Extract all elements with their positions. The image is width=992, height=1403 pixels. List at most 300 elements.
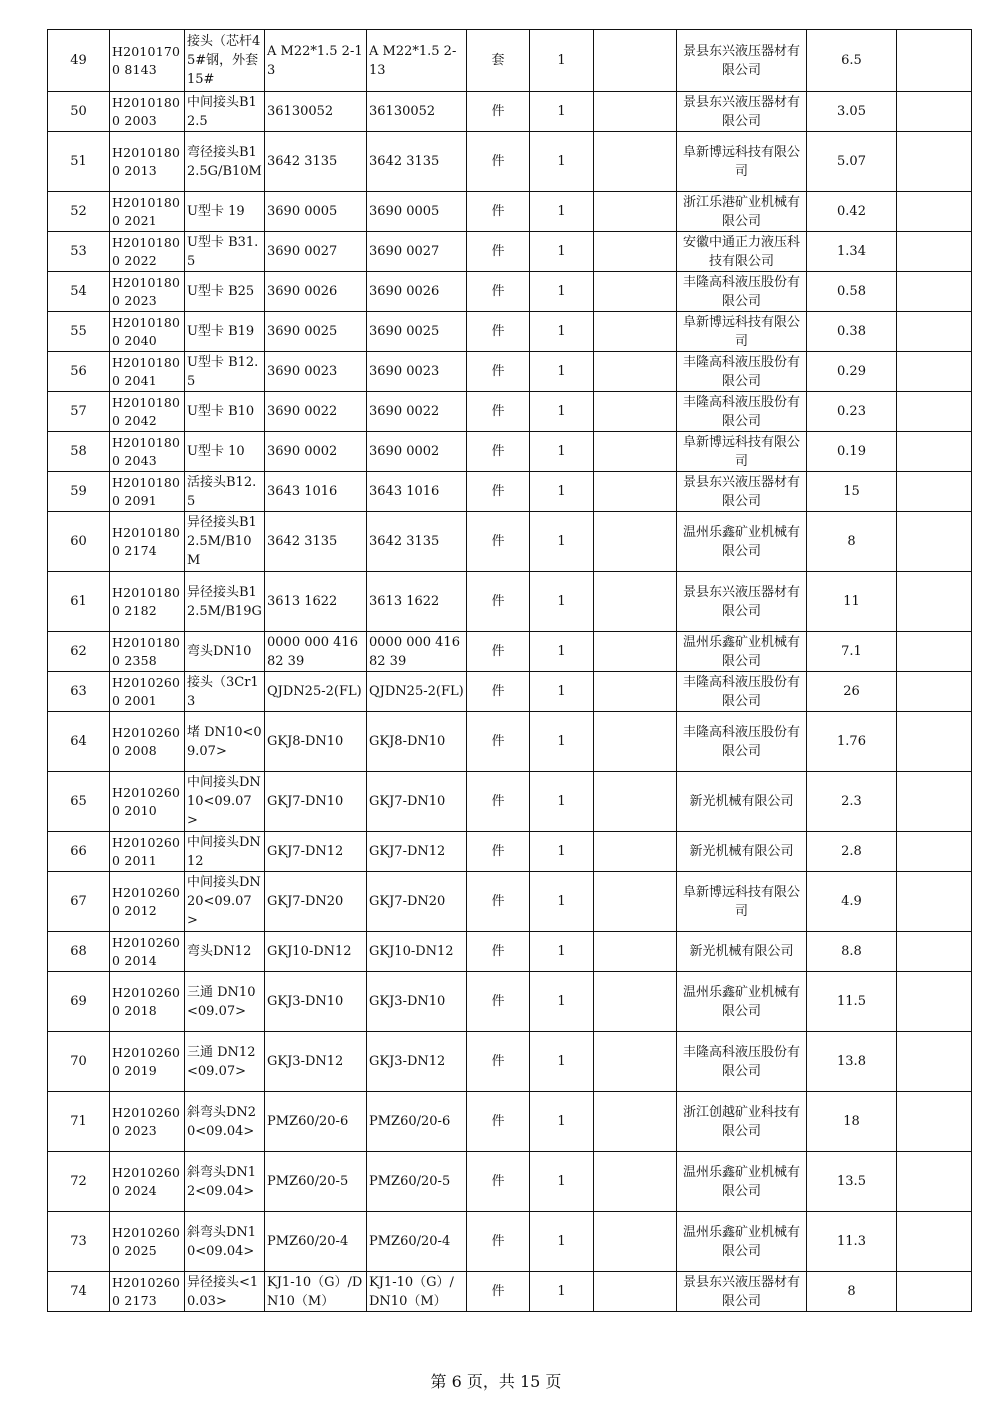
blank-cell-cell — [594, 312, 677, 352]
supplier-cell: 丰隆高科液压股份有限公司 — [677, 672, 807, 712]
row-number-cell: 58 — [48, 432, 110, 472]
item-code-cell: H20102600 2023 — [110, 1092, 185, 1152]
table-row — [48, 712, 972, 772]
spec-model-cell: 3643 1016 — [265, 472, 367, 512]
spec-model-cell: 3690 0005 — [265, 192, 367, 232]
supplier-cell: 新光机械有限公司 — [677, 832, 807, 872]
remark-cell — [897, 872, 972, 932]
item-name-cell: 三通 DN10<09.07> — [185, 972, 265, 1032]
supplier-cell: 温州乐鑫矿业机械有限公司 — [677, 1152, 807, 1212]
row-number-cell: 53 — [48, 232, 110, 272]
quantity-cell: 1 — [530, 512, 594, 572]
blank-cell-cell — [594, 712, 677, 772]
spec-model-cell: 3690 0025 — [265, 312, 367, 352]
spec-drawing-cell: PMZ60/20-6 — [367, 1092, 467, 1152]
blank-cell-cell — [594, 972, 677, 1032]
spec-drawing-cell: PMZ60/20-4 — [367, 1212, 467, 1272]
remark-cell — [897, 312, 972, 352]
spec-model-cell: 3690 0026 — [265, 272, 367, 312]
blank-cell-cell — [594, 672, 677, 712]
row-number-cell: 52 — [48, 192, 110, 232]
price-cell: 0.19 — [807, 432, 897, 472]
item-name-cell: U型卡 B25 — [185, 272, 265, 312]
spec-drawing-cell: 3690 0023 — [367, 352, 467, 392]
blank-cell-cell — [594, 1032, 677, 1092]
spec-model-cell: PMZ60/20-5 — [265, 1152, 367, 1212]
quantity-cell: 1 — [530, 572, 594, 632]
remark-cell — [897, 572, 972, 632]
remark-cell — [897, 972, 972, 1032]
quantity-cell: 1 — [530, 1152, 594, 1212]
quantity-cell: 1 — [530, 712, 594, 772]
blank-cell-cell — [594, 192, 677, 232]
spec-model-cell: PMZ60/20-6 — [265, 1092, 367, 1152]
spec-drawing-cell: 3690 0026 — [367, 272, 467, 312]
row-number-cell: 71 — [48, 1092, 110, 1152]
spec-model-cell: 36130052 — [265, 92, 367, 132]
spec-drawing-cell: 3642 3135 — [367, 132, 467, 192]
spec-drawing-cell: GKJ7-DN20 — [367, 872, 467, 932]
price-cell: 15 — [807, 472, 897, 512]
item-code-cell: H20101800 2042 — [110, 392, 185, 432]
row-number-cell: 57 — [48, 392, 110, 432]
spec-drawing-cell: GKJ3-DN12 — [367, 1032, 467, 1092]
table-row — [48, 192, 972, 232]
item-name-cell: 异径接头<10.03> — [185, 1272, 265, 1312]
remark-cell — [897, 672, 972, 712]
unit-cell: 件 — [467, 272, 530, 312]
price-cell: 11.3 — [807, 1212, 897, 1272]
supplier-cell: 丰隆高科液压股份有限公司 — [677, 1032, 807, 1092]
remark-cell — [897, 512, 972, 572]
quantity-cell: 1 — [530, 972, 594, 1032]
item-name-cell: 中间接头B12.5 — [185, 92, 265, 132]
unit-cell: 件 — [467, 1032, 530, 1092]
spec-drawing-cell: KJ1-10（G）/DN10（M） — [367, 1272, 467, 1312]
quantity-cell: 1 — [530, 1272, 594, 1312]
row-number-cell: 60 — [48, 512, 110, 572]
price-cell: 5.07 — [807, 132, 897, 192]
quantity-cell: 1 — [530, 772, 594, 832]
item-code-cell: H20102600 2011 — [110, 832, 185, 872]
spec-model-cell: GKJ3-DN10 — [265, 972, 367, 1032]
item-name-cell: 中间接头DN12 — [185, 832, 265, 872]
unit-cell: 件 — [467, 432, 530, 472]
blank-cell-cell — [594, 352, 677, 392]
row-number-cell: 67 — [48, 872, 110, 932]
unit-cell: 件 — [467, 932, 530, 972]
unit-cell: 件 — [467, 832, 530, 872]
unit-cell: 件 — [467, 192, 530, 232]
table-row — [48, 1212, 972, 1272]
spec-drawing-cell: GKJ10-DN12 — [367, 932, 467, 972]
item-name-cell: 弯径接头B12.5G/B10M — [185, 132, 265, 192]
item-code-cell: H20102600 2001 — [110, 672, 185, 712]
supplier-cell: 景县东兴液压器材有限公司 — [677, 572, 807, 632]
quantity-cell: 1 — [530, 932, 594, 972]
supplier-cell: 温州乐鑫矿业机械有限公司 — [677, 512, 807, 572]
spec-drawing-cell: GKJ3-DN10 — [367, 972, 467, 1032]
item-code-cell: H20101800 2041 — [110, 352, 185, 392]
row-number-cell: 65 — [48, 772, 110, 832]
spec-drawing-cell: 3642 3135 — [367, 512, 467, 572]
item-code-cell: H20102600 2012 — [110, 872, 185, 932]
item-name-cell: U型卡 10 — [185, 432, 265, 472]
supplier-cell: 丰隆高科液压股份有限公司 — [677, 352, 807, 392]
unit-cell: 件 — [467, 512, 530, 572]
item-name-cell: 中间接头DN20<09.07> — [185, 872, 265, 932]
supplier-cell: 浙江乐港矿业机械有限公司 — [677, 192, 807, 232]
spec-model-cell: GKJ7-DN12 — [265, 832, 367, 872]
spec-drawing-cell: 3613 1622 — [367, 572, 467, 632]
spec-drawing-cell: GKJ7-DN12 — [367, 832, 467, 872]
blank-cell-cell — [594, 632, 677, 672]
spec-drawing-cell: 3690 0005 — [367, 192, 467, 232]
unit-cell: 件 — [467, 392, 530, 432]
item-code-cell: H20102600 2010 — [110, 772, 185, 832]
spec-drawing-cell: 3643 1016 — [367, 472, 467, 512]
item-name-cell: 堵 DN10<09.07> — [185, 712, 265, 772]
table-row — [48, 972, 972, 1032]
spec-model-cell: 3690 0022 — [265, 392, 367, 432]
remark-cell — [897, 832, 972, 872]
item-code-cell: H20102600 2008 — [110, 712, 185, 772]
unit-cell: 件 — [467, 1152, 530, 1212]
price-cell: 26 — [807, 672, 897, 712]
item-code-cell: H20102600 2018 — [110, 972, 185, 1032]
quantity-cell: 1 — [530, 432, 594, 472]
unit-cell: 套 — [467, 30, 530, 92]
blank-cell-cell — [594, 1152, 677, 1212]
item-code-cell: H20101800 2040 — [110, 312, 185, 352]
unit-cell: 件 — [467, 872, 530, 932]
price-cell: 0.58 — [807, 272, 897, 312]
quantity-cell: 1 — [530, 1092, 594, 1152]
unit-cell: 件 — [467, 352, 530, 392]
table-row — [48, 672, 972, 712]
quantity-cell: 1 — [530, 232, 594, 272]
table-row — [48, 30, 972, 92]
blank-cell-cell — [594, 572, 677, 632]
remark-cell — [897, 1272, 972, 1312]
price-cell: 13.8 — [807, 1032, 897, 1092]
price-cell: 0.23 — [807, 392, 897, 432]
spec-model-cell: 3690 0023 — [265, 352, 367, 392]
price-cell: 0.42 — [807, 192, 897, 232]
supplier-cell: 景县东兴液压器材有限公司 — [677, 30, 807, 92]
supplier-cell: 丰隆高科液压股份有限公司 — [677, 712, 807, 772]
item-code-cell: H20101800 2174 — [110, 512, 185, 572]
price-cell: 11 — [807, 572, 897, 632]
unit-cell: 件 — [467, 472, 530, 512]
blank-cell-cell — [594, 472, 677, 512]
price-cell: 2.3 — [807, 772, 897, 832]
item-code-cell: H20101800 2023 — [110, 272, 185, 312]
table-row — [48, 312, 972, 352]
row-number-cell: 68 — [48, 932, 110, 972]
blank-cell-cell — [594, 232, 677, 272]
supplier-cell: 景县东兴液压器材有限公司 — [677, 472, 807, 512]
row-number-cell: 70 — [48, 1032, 110, 1092]
unit-cell: 件 — [467, 232, 530, 272]
supplier-cell: 阜新博远科技有限公司 — [677, 432, 807, 472]
remark-cell — [897, 132, 972, 192]
spec-model-cell: PMZ60/20-4 — [265, 1212, 367, 1272]
supplier-cell: 温州乐鑫矿业机械有限公司 — [677, 1212, 807, 1272]
table-row — [48, 132, 972, 192]
blank-cell-cell — [594, 832, 677, 872]
item-code-cell: H20102600 2173 — [110, 1272, 185, 1312]
price-cell: 18 — [807, 1092, 897, 1152]
unit-cell: 件 — [467, 1092, 530, 1152]
supplier-cell: 安徽中通正力液压科技有限公司 — [677, 232, 807, 272]
price-cell: 0.29 — [807, 352, 897, 392]
price-cell: 4.9 — [807, 872, 897, 932]
row-number-cell: 73 — [48, 1212, 110, 1272]
spec-drawing-cell: 3690 0022 — [367, 392, 467, 432]
remark-cell — [897, 932, 972, 972]
blank-cell-cell — [594, 1272, 677, 1312]
supplier-cell: 新光机械有限公司 — [677, 772, 807, 832]
remark-cell — [897, 1032, 972, 1092]
quantity-cell: 1 — [530, 1212, 594, 1272]
item-name-cell: 斜弯头DN12<09.04> — [185, 1152, 265, 1212]
spec-model-cell: 3642 3135 — [265, 132, 367, 192]
spec-model-cell: GKJ10-DN12 — [265, 932, 367, 972]
page-number-footer: 第 6 页，共 15 页 — [430, 1372, 562, 1391]
quantity-cell: 1 — [530, 30, 594, 92]
supplier-cell: 温州乐鑫矿业机械有限公司 — [677, 632, 807, 672]
supplier-cell: 浙江创越矿业科技有限公司 — [677, 1092, 807, 1152]
price-cell: 11.5 — [807, 972, 897, 1032]
spec-drawing-cell: 3690 0025 — [367, 312, 467, 352]
supplier-cell: 丰隆高科液压股份有限公司 — [677, 392, 807, 432]
item-name-cell: 接头（芯杆45#钢，外套15# — [185, 30, 265, 92]
row-number-cell: 64 — [48, 712, 110, 772]
table-row — [48, 392, 972, 432]
supplier-cell: 景县东兴液压器材有限公司 — [677, 92, 807, 132]
blank-cell-cell — [594, 132, 677, 192]
spec-model-cell: 0000 000 416 82 39 — [265, 632, 367, 672]
item-name-cell: U型卡 B31.5 — [185, 232, 265, 272]
spec-drawing-cell: PMZ60/20-5 — [367, 1152, 467, 1212]
item-name-cell: 斜弯头DN20<09.04> — [185, 1092, 265, 1152]
item-name-cell: 中间接头DN10<09.07> — [185, 772, 265, 832]
parts-table — [47, 29, 972, 1312]
remark-cell — [897, 192, 972, 232]
spec-model-cell: QJDN25-2(FL) — [265, 672, 367, 712]
item-name-cell: 斜弯头DN10<09.04> — [185, 1212, 265, 1272]
item-code-cell: H20102600 2025 — [110, 1212, 185, 1272]
blank-cell-cell — [594, 872, 677, 932]
row-number-cell: 56 — [48, 352, 110, 392]
quantity-cell: 1 — [530, 192, 594, 232]
blank-cell-cell — [594, 272, 677, 312]
table-row — [48, 272, 972, 312]
blank-cell-cell — [594, 392, 677, 432]
row-number-cell: 49 — [48, 30, 110, 92]
spec-drawing-cell: 0000 000 416 82 39 — [367, 632, 467, 672]
table-row — [48, 432, 972, 472]
item-name-cell: 三通 DN12<09.07> — [185, 1032, 265, 1092]
item-code-cell: H20102600 2024 — [110, 1152, 185, 1212]
unit-cell: 件 — [467, 972, 530, 1032]
table-row — [48, 1092, 972, 1152]
price-cell: 0.38 — [807, 312, 897, 352]
table-row — [48, 352, 972, 392]
table-row — [48, 832, 972, 872]
blank-cell-cell — [594, 92, 677, 132]
spec-model-cell: 3613 1622 — [265, 572, 367, 632]
item-code-cell: H20101800 2091 — [110, 472, 185, 512]
unit-cell: 件 — [467, 312, 530, 352]
table-row — [48, 932, 972, 972]
table-row — [48, 1152, 972, 1212]
remark-cell — [897, 632, 972, 672]
quantity-cell: 1 — [530, 352, 594, 392]
item-name-cell: 活接头B12.5 — [185, 472, 265, 512]
spec-drawing-cell: GKJ7-DN10 — [367, 772, 467, 832]
row-number-cell: 62 — [48, 632, 110, 672]
remark-cell — [897, 30, 972, 92]
item-code-cell: H20102600 2014 — [110, 932, 185, 972]
item-name-cell: 接头（3Cr13 — [185, 672, 265, 712]
spec-drawing-cell: 3690 0002 — [367, 432, 467, 472]
quantity-cell: 1 — [530, 1032, 594, 1092]
item-name-cell: 异径接头B12.5M/B10M — [185, 512, 265, 572]
table-row — [48, 572, 972, 632]
quantity-cell: 1 — [530, 312, 594, 352]
remark-cell — [897, 1152, 972, 1212]
remark-cell — [897, 272, 972, 312]
item-name-cell: 弯头DN10 — [185, 632, 265, 672]
spec-model-cell: 3690 0002 — [265, 432, 367, 472]
remark-cell — [897, 472, 972, 512]
unit-cell: 件 — [467, 672, 530, 712]
unit-cell: 件 — [467, 132, 530, 192]
row-number-cell: 66 — [48, 832, 110, 872]
supplier-cell: 新光机械有限公司 — [677, 932, 807, 972]
spec-model-cell: KJ1-10（G）/DN10（M） — [265, 1272, 367, 1312]
quantity-cell: 1 — [530, 632, 594, 672]
supplier-cell: 阜新博远科技有限公司 — [677, 872, 807, 932]
remark-cell — [897, 712, 972, 772]
table-row — [48, 1032, 972, 1092]
item-name-cell: U型卡 B12.5 — [185, 352, 265, 392]
remark-cell — [897, 232, 972, 272]
remark-cell — [897, 432, 972, 472]
spec-drawing-cell: A M22*1.5 2-13 — [367, 30, 467, 92]
supplier-cell: 阜新博远科技有限公司 — [677, 132, 807, 192]
blank-cell-cell — [594, 432, 677, 472]
row-number-cell: 61 — [48, 572, 110, 632]
unit-cell: 件 — [467, 572, 530, 632]
table-row — [48, 1272, 972, 1312]
blank-cell-cell — [594, 1212, 677, 1272]
blank-cell-cell — [594, 1092, 677, 1152]
quantity-cell: 1 — [530, 872, 594, 932]
item-name-cell: U型卡 B10 — [185, 392, 265, 432]
spec-drawing-cell: QJDN25-2(FL) — [367, 672, 467, 712]
spec-model-cell: A M22*1.5 2-13 — [265, 30, 367, 92]
price-cell: 8 — [807, 512, 897, 572]
item-code-cell: H20101800 2182 — [110, 572, 185, 632]
table-row — [48, 772, 972, 832]
price-cell: 13.5 — [807, 1152, 897, 1212]
remark-cell — [897, 392, 972, 432]
unit-cell: 件 — [467, 92, 530, 132]
price-cell: 8 — [807, 1272, 897, 1312]
row-number-cell: 50 — [48, 92, 110, 132]
spec-model-cell: GKJ3-DN12 — [265, 1032, 367, 1092]
unit-cell: 件 — [467, 1272, 530, 1312]
item-code-cell: H20101800 2003 — [110, 92, 185, 132]
item-name-cell: U型卡 19 — [185, 192, 265, 232]
table-row — [48, 232, 972, 272]
spec-drawing-cell: 36130052 — [367, 92, 467, 132]
row-number-cell: 69 — [48, 972, 110, 1032]
table-row — [48, 92, 972, 132]
blank-cell-cell — [594, 932, 677, 972]
table-row — [48, 872, 972, 932]
row-number-cell: 72 — [48, 1152, 110, 1212]
quantity-cell: 1 — [530, 132, 594, 192]
remark-cell — [897, 1212, 972, 1272]
price-cell: 3.05 — [807, 92, 897, 132]
supplier-cell: 丰隆高科液压股份有限公司 — [677, 272, 807, 312]
table-row — [48, 632, 972, 672]
quantity-cell: 1 — [530, 92, 594, 132]
spec-model-cell: 3642 3135 — [265, 512, 367, 572]
item-code-cell: H20101800 2022 — [110, 232, 185, 272]
row-number-cell: 54 — [48, 272, 110, 312]
unit-cell: 件 — [467, 1212, 530, 1272]
remark-cell — [897, 772, 972, 832]
quantity-cell: 1 — [530, 472, 594, 512]
price-cell: 1.76 — [807, 712, 897, 772]
row-number-cell: 74 — [48, 1272, 110, 1312]
unit-cell: 件 — [467, 712, 530, 772]
remark-cell — [897, 92, 972, 132]
item-code-cell: H20102600 2019 — [110, 1032, 185, 1092]
remark-cell — [897, 1092, 972, 1152]
item-code-cell: H20101800 2021 — [110, 192, 185, 232]
blank-cell-cell — [594, 512, 677, 572]
quantity-cell: 1 — [530, 392, 594, 432]
price-cell: 1.34 — [807, 232, 897, 272]
price-cell: 2.8 — [807, 832, 897, 872]
table-row — [48, 512, 972, 572]
blank-cell-cell — [594, 30, 677, 92]
spec-drawing-cell: 3690 0027 — [367, 232, 467, 272]
item-code-cell: H20101800 2013 — [110, 132, 185, 192]
quantity-cell: 1 — [530, 832, 594, 872]
row-number-cell: 51 — [48, 132, 110, 192]
item-name-cell: 弯头DN12 — [185, 932, 265, 972]
quantity-cell: 1 — [530, 672, 594, 712]
unit-cell: 件 — [467, 632, 530, 672]
spec-model-cell: 3690 0027 — [265, 232, 367, 272]
spec-model-cell: GKJ7-DN10 — [265, 772, 367, 832]
item-code-cell: H20101700 8143 — [110, 30, 185, 92]
blank-cell-cell — [594, 772, 677, 832]
price-cell: 6.5 — [807, 30, 897, 92]
quantity-cell: 1 — [530, 272, 594, 312]
spec-model-cell: GKJ7-DN20 — [265, 872, 367, 932]
supplier-cell: 阜新博远科技有限公司 — [677, 312, 807, 352]
row-number-cell: 63 — [48, 672, 110, 712]
spec-model-cell: GKJ8-DN10 — [265, 712, 367, 772]
